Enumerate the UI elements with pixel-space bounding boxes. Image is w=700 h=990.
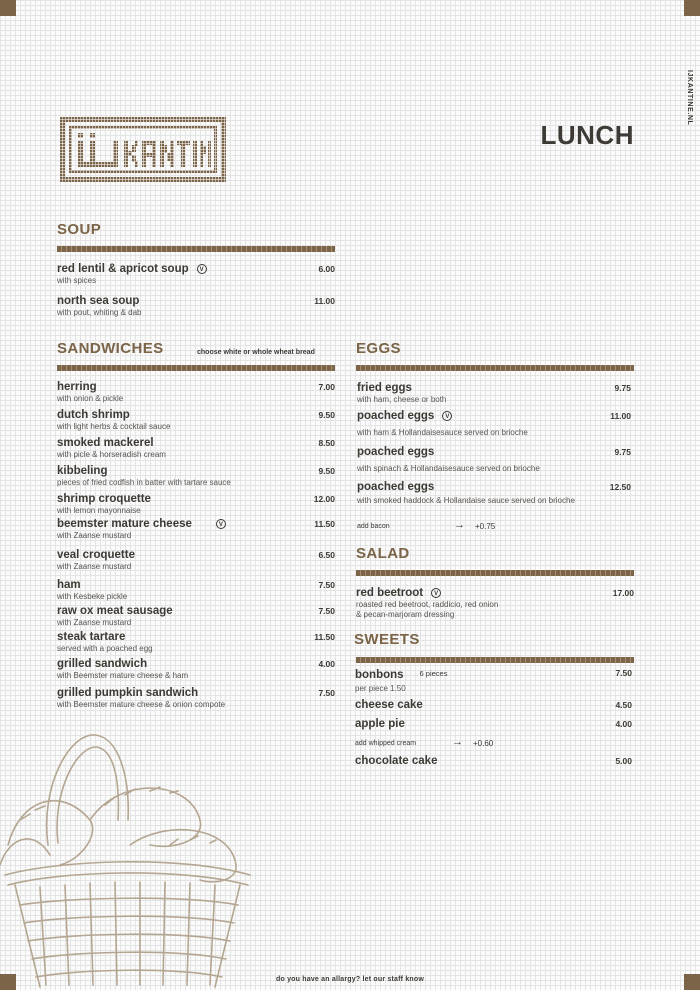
menu-item: bonbons 6 pieces per piece 1.50 7.50 bbox=[355, 668, 632, 693]
bread-note: choose white or whole wheat bread bbox=[197, 349, 315, 356]
extra-option-whipped-cream: add whipped cream → +0.60 bbox=[355, 736, 494, 748]
item-price: 6.50 bbox=[318, 550, 335, 560]
item-price: 9.50 bbox=[318, 410, 335, 420]
vegetarian-icon: V bbox=[216, 519, 226, 529]
menu-item: grilled pumpkin sandwich with Beemster mature cheese & onion compote 7.50 bbox=[57, 687, 335, 709]
item-price: 11.50 bbox=[314, 632, 335, 642]
section-title-eggs: EGGS bbox=[356, 340, 401, 357]
section-divider-soup bbox=[57, 246, 335, 252]
item-price: 5.00 bbox=[615, 756, 632, 766]
item-price: 4.00 bbox=[615, 719, 632, 729]
item-price: 17.00 bbox=[612, 588, 634, 598]
item-price: 9.50 bbox=[318, 466, 335, 476]
ijkantine-logo bbox=[60, 117, 226, 182]
page-title: LUNCH bbox=[540, 120, 634, 150]
menu-item: cheese cake 4.50 bbox=[355, 699, 632, 711]
item-price: 4.50 bbox=[615, 700, 632, 710]
menu-item: steak tartare served with a poached egg 11.50 bbox=[57, 631, 335, 653]
arrow-right-icon: → bbox=[452, 736, 463, 748]
corner-mark-top-right bbox=[684, 0, 700, 16]
menu-item: poached eggs V with ham & Hollandaisesauce served on brioche 11.00 bbox=[357, 410, 631, 437]
item-price: 4.00 bbox=[318, 659, 335, 669]
menu-item: grilled sandwich with Beemster mature cheese & ham 4.00 bbox=[57, 658, 335, 680]
section-divider-eggs bbox=[356, 365, 634, 371]
item-price: 9.75 bbox=[614, 447, 631, 457]
arrow-right-icon: → bbox=[454, 519, 465, 531]
section-divider-sandwiches bbox=[57, 365, 335, 371]
menu-item: ham with Kesbeke pickle 7.50 bbox=[57, 579, 335, 601]
bread-basket-illustration bbox=[0, 725, 260, 990]
item-price: 7.00 bbox=[318, 382, 335, 392]
item-price: 7.50 bbox=[318, 580, 335, 590]
item-note: 6 pieces bbox=[419, 669, 448, 678]
section-title-salad: SALAD bbox=[356, 545, 410, 562]
item-price: 11.00 bbox=[314, 296, 335, 306]
corner-mark-top-left bbox=[0, 0, 16, 16]
menu-item: fried eggs with ham, cheese or both 9.75 bbox=[357, 382, 631, 404]
vegetarian-icon: V bbox=[442, 411, 452, 421]
vegetarian-icon: V bbox=[431, 588, 441, 598]
vegetarian-icon: V bbox=[197, 264, 207, 274]
menu-item: red lentil & apricot soup V with spices 6.00 bbox=[57, 263, 335, 285]
item-price: 11.50 bbox=[314, 519, 335, 529]
menu-item: north sea soup with pout, whiting & dab 11.00 bbox=[57, 295, 335, 317]
item-price: 12.00 bbox=[313, 494, 335, 504]
item-price: 12.50 bbox=[609, 482, 631, 492]
extra-option-bacon: add bacon → +0.75 bbox=[357, 519, 496, 531]
menu-item: chocolate cake 5.00 bbox=[355, 755, 632, 767]
section-divider-salad bbox=[356, 570, 634, 576]
item-price: 7.50 bbox=[318, 688, 335, 698]
menu-item: poached eggs with spinach & Hollandaisesauce served on brioche 9.75 bbox=[357, 446, 631, 473]
menu-item: shrimp croquette with lemon mayonnaise 12.00 bbox=[57, 493, 335, 515]
section-title-soup: SOUP bbox=[57, 221, 102, 238]
website-url[interactable]: IJKANTINE.NL bbox=[686, 70, 693, 126]
menu-item: kibbeling pieces of fried codfish in batter with tartare sauce 9.50 bbox=[57, 465, 335, 487]
allergy-footer-note: do you have an allargy? let our staff know bbox=[275, 976, 425, 983]
menu-item: poached eggs with smoked haddock & Hollandaise sauce served on brioche 12.50 bbox=[357, 481, 631, 505]
menu-item: dutch shrimp with light herbs & cocktail sauce 9.50 bbox=[57, 409, 335, 431]
item-price: 8.50 bbox=[318, 438, 335, 448]
menu-item: veal croquette with Zaanse mustard 6.50 bbox=[57, 549, 335, 571]
item-price: 6.00 bbox=[318, 264, 335, 274]
menu-item: raw ox meat sausage with Zaanse mustard 7.50 bbox=[57, 605, 335, 627]
menu-item: apple pie 4.00 bbox=[355, 718, 632, 730]
menu-item: herring with onion & pickle 7.00 bbox=[57, 381, 335, 403]
section-divider-sweets bbox=[356, 657, 634, 663]
section-title-sweets: SWEETS bbox=[354, 631, 420, 648]
section-title-sandwiches: SANDWICHES bbox=[57, 340, 164, 357]
menu-item: red beetroot V roasted red beetroot, raddicio, red onion & pecan-marjoram dressing 17.00 bbox=[356, 587, 634, 619]
item-price: 7.50 bbox=[615, 668, 632, 678]
item-price: 7.50 bbox=[318, 606, 335, 616]
item-price: 11.00 bbox=[610, 411, 631, 421]
item-price: 9.75 bbox=[614, 383, 631, 393]
menu-item: beemster mature cheese V with Zaanse mustard 11.50 bbox=[57, 518, 335, 540]
menu-item: smoked mackerel with picle & horseradish cream 8.50 bbox=[57, 437, 335, 459]
